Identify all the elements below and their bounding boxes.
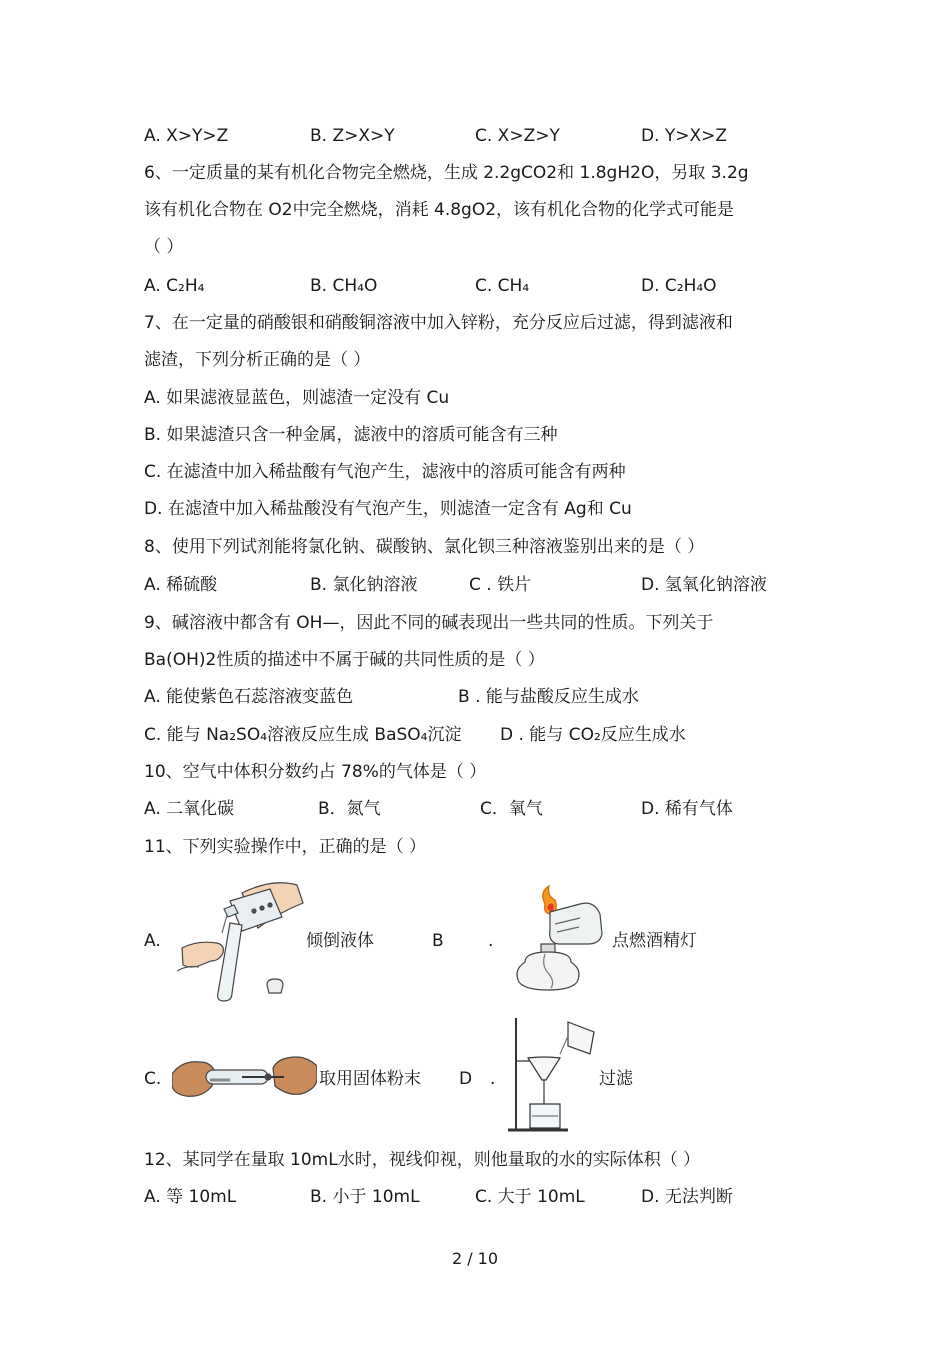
q11-option-c-text: 取用固体粉末 bbox=[319, 1069, 421, 1089]
q10-option-d: D. 稀有气体 bbox=[641, 799, 733, 819]
q6-option-d: D. C₂H₄O bbox=[641, 276, 717, 296]
q12-option-c: C. 大于 10mL bbox=[475, 1187, 585, 1207]
q7-option-b: B. 如果滤渣只含一种金属，滤液中的溶质可能含有三种 bbox=[144, 425, 558, 445]
q12-option-a: A. 等 10mL bbox=[144, 1187, 237, 1207]
q12-stem: 12、某同学在量取 10mL水时，视线仰视，则他量取的水的实际体积（ ） bbox=[144, 1150, 701, 1170]
q10-option-a: A. 二氧化碳 bbox=[144, 799, 235, 819]
q11-option-a-letter: A. bbox=[144, 931, 161, 951]
q8-option-a: A. 稀硫酸 bbox=[144, 575, 218, 595]
q5-option-d: D. Y>X>Z bbox=[641, 126, 728, 146]
q7-option-d: D. 在滤渣中加入稀盐酸没有气泡产生，则滤渣一定含有 Ag和 Cu bbox=[144, 499, 632, 519]
q12-option-d: D. 无法判断 bbox=[641, 1187, 733, 1207]
page-number: 2 / 10 bbox=[451, 1249, 499, 1268]
filtration-figure bbox=[508, 1016, 598, 1136]
q6-stem-line3: （ ） bbox=[144, 237, 184, 257]
q10-stem: 10、空气中体积分数约占 78%的气体是（ ） bbox=[144, 762, 487, 782]
q11-option-c-letter: C. bbox=[144, 1069, 162, 1089]
q11-option-b-dot: . bbox=[488, 931, 494, 951]
q9-stem-line2: Ba(OH)2性质的描述中不属于碱的共同性质的是（ ） bbox=[144, 650, 545, 670]
q8-option-c: C . 铁片 bbox=[469, 575, 532, 595]
q11-option-b-text: 点燃酒精灯 bbox=[612, 931, 697, 951]
q5-option-b: B. Z>X>Y bbox=[310, 126, 395, 146]
q7-option-a: A. 如果滤液显蓝色，则滤渣一定没有 Cu bbox=[144, 388, 450, 408]
q9-option-c: C. 能与 Na₂SO₄溶液反应生成 BaSO₄沉淀 bbox=[144, 725, 462, 745]
q10-option-b: B．氮气 bbox=[318, 799, 381, 819]
q11-stem: 11、下列实验操作中，正确的是（ ） bbox=[144, 837, 427, 857]
q11-option-a-text: 倾倒液体 bbox=[306, 931, 374, 951]
q5-option-c: C. X>Z>Y bbox=[475, 126, 560, 146]
q9-option-d: D . 能与 CO₂反应生成水 bbox=[500, 725, 686, 745]
q8-option-b: B. 氯化钠溶液 bbox=[310, 575, 418, 595]
q11-option-d-text: 过滤 bbox=[599, 1069, 633, 1089]
q11-option-b-letter: B bbox=[432, 931, 444, 951]
q8-stem: 8、使用下列试剂能将氯化钠、碳酸钠、氯化钡三种溶液鉴别出来的是（ ） bbox=[144, 537, 705, 557]
q10-option-c: C．氧气 bbox=[480, 799, 543, 819]
q6-option-b: B. CH₄O bbox=[310, 276, 378, 296]
q6-stem-line1: 6、一定质量的某有机化合物完全燃烧，生成 2.2gCO2和 1.8gH2O，另取 3.2g bbox=[144, 163, 749, 183]
q6-stem-line2: 该有机化合物在 O2中完全燃烧，消耗 4.8gO2，该有机化合物的化学式可能是 bbox=[144, 200, 735, 220]
q9-stem-line1: 9、碱溶液中都含有 OH—，因此不同的碱表现出一些共同的性质。下列关于 bbox=[144, 613, 714, 633]
q11-option-d-dot: . bbox=[490, 1069, 496, 1089]
q8-option-d: D. 氢氧化钠溶液 bbox=[641, 575, 767, 595]
q9-option-a: A. 能使紫色石蕊溶液变蓝色 bbox=[144, 687, 354, 707]
pouring-liquid-figure bbox=[172, 873, 305, 1003]
q9-option-b: B . 能与盐酸反应生成水 bbox=[458, 687, 639, 707]
q7-option-c: C. 在滤渣中加入稀盐酸有气泡产生，滤液中的溶质可能含有两种 bbox=[144, 462, 626, 482]
q7-stem-line1: 7、在一定量的硝酸银和硝酸铜溶液中加入锌粉，充分反应后过滤，得到滤液和 bbox=[144, 313, 733, 333]
q11-option-d-letter: D bbox=[459, 1069, 473, 1089]
q12-option-b: B. 小于 10mL bbox=[310, 1187, 420, 1207]
q5-option-a: A. X>Y>Z bbox=[144, 126, 229, 146]
q6-option-a: A. C₂H₄ bbox=[144, 276, 205, 296]
solid-powder-figure bbox=[172, 1036, 317, 1118]
q7-stem-line2: 滤渣，下列分析正确的是（ ） bbox=[144, 350, 371, 370]
q6-option-c: C. CH₄ bbox=[475, 276, 530, 296]
alcohol-lamp-figure bbox=[505, 884, 610, 996]
